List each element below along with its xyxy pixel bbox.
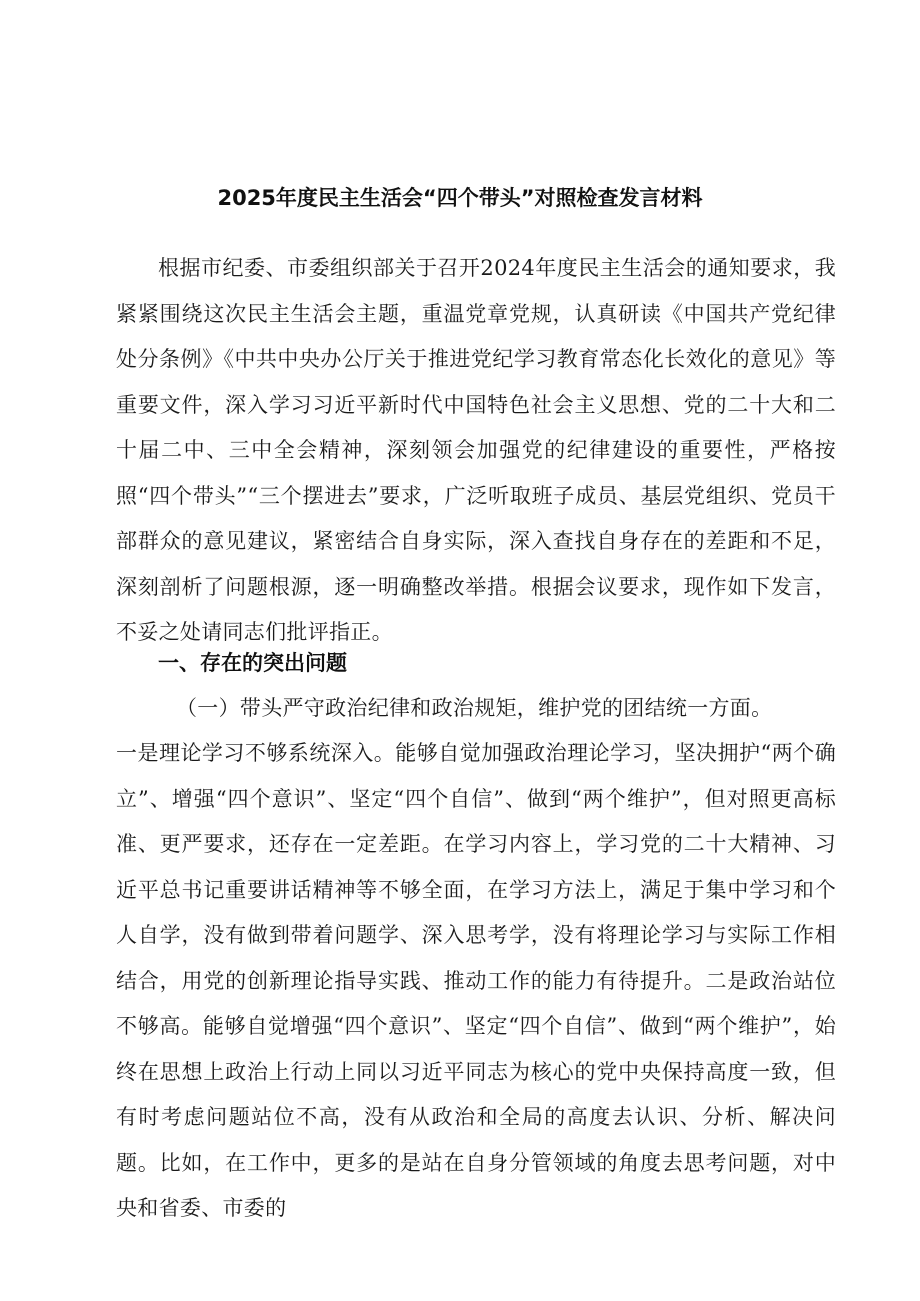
section-heading-problems: 一、存在的突出问题 [158,651,347,675]
document-title: 2025年度民主生活会“四个带头”对照检查发言材料 [217,186,703,211]
subsection-heading-political-discipline: （一）带头严守政治纪律和政治规矩，维护党的团结统一方面。 [176,696,773,720]
subsection-body-paragraph: 一是理论学习不够系统深入。能够自觉加强政治理论学习，坚决拥护“两个确立”、增强“四个意识”、坚定“四个自信”、做到“两个维护”，但对照更高标准、更严要求，还存在一定差距。在学习内容上，学习党的二十大精神、习近平总书记重要讲话精神等不够全面，在学习方法上，满足于集中学习和个人自学，没有做到带着问题学、深入思考学，没有将理论学习与实际工作相结合，用党的创新理论指导实践、推动工作的能力有待提升。二是政治站位不够高。能够自觉增强“四个意识”、坚定“四个自信”、做到“两个维护”，始终在思想上政治上行动上同以习近平同志为核心的党中央保持高度一致，但有时考虑问题站位不高，没有从政治和全局的高度去认识、分析、解决问题。比如，在工作中，更多的是站在自身分管领域的角度去思考问题，对中央和省委、市委的 [116,741,836,1220]
intro-paragraph: 根据市纪委、市委组织部关于召开2024年度民主生活会的通知要求，我紧紧围绕这次民主生活会主题，重温党章党规，认真研读《中国共产党纪律处分条例》《中共中央办公厅关于推进党纪学习教育常态化长效化的意见》等重要文件，深入学习习近平新时代中国特色社会主义思想、党的二十大和二十届二中、三中全会精神，深刻领会加强党的纪律建设的重要性，严格按照“四个带头”“三个摆进去”要求，广泛听取班子成员、基层党组织、党员干部群众的意见建议，紧密结合自身实际，深入查找自身存在的差距和不足，深刻剖析了问题根源，逐一明确整改举措。根据会议要求，现作如下发言，不妥之处请同志们批评指正。 [116,256,836,644]
